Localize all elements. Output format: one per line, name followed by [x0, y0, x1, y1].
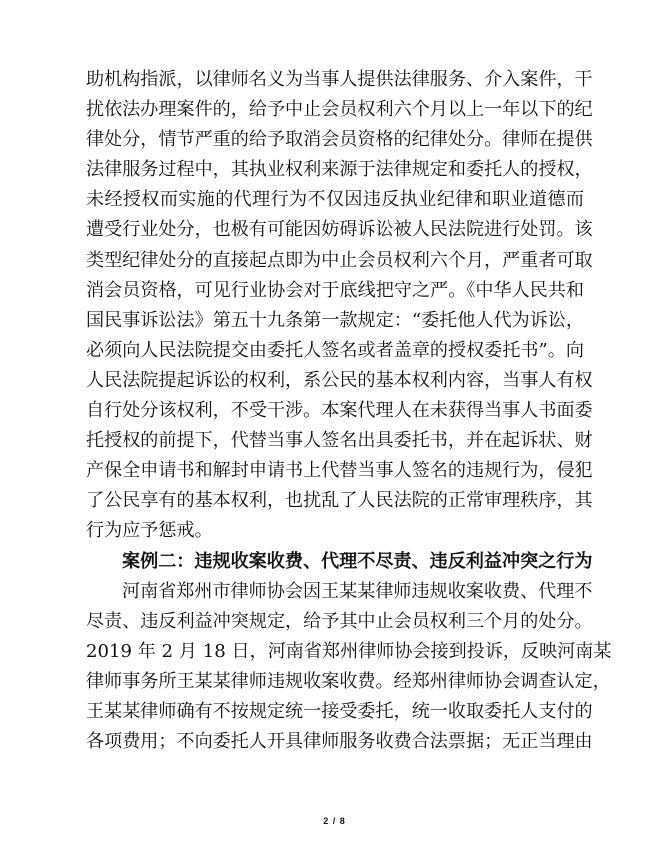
section-heading: 案例二：违规收案收费、代理不尽责、违反利益冲突之行为 — [122, 550, 593, 572]
text-line: 律处分，情节严重的给予取消会员资格的纪律处分。律师在提供 — [86, 129, 593, 151]
text-line: 遭受行业处分，也极有可能因妨碍诉讼被人民法院进行处罚。该 — [86, 219, 593, 241]
text-line: 自行处分该权利，不受干涉。本案代理人在未获得当事人书面委 — [86, 400, 593, 422]
text-line: 王某某律师确有不按规定统一接受委托，统一收取委托人支付的 — [86, 700, 593, 722]
text-line: 助机构指派，以律师名义为当事人提供法律服务、介入案件，干 — [86, 69, 593, 90]
paragraph-1 — [86, 65, 593, 547]
text-line: 法律服务过程中，其执业权利来源于法律规定和委托人的授权， — [86, 159, 593, 181]
text-line: 2019 年 2 月 18 日，河南省郑州律师协会接到投诉，反映河南某 — [86, 640, 612, 662]
text-line: 律师事务所王某某律师违规收案收费。经郑州律师协会调查认定， — [86, 670, 611, 692]
text-line: 消会员资格，可见行业协会对于底线把守之严。《中华人民共和 — [86, 279, 584, 301]
text-line: 类型纪律处分的直接起点即为中止会员权利六个月，严重者可取 — [86, 249, 593, 271]
text-line: 产保全申请书和解封申请书上代替当事人签名的违规行为，侵犯 — [86, 460, 593, 482]
page-number: 2 / 8 — [323, 816, 346, 826]
document-body — [86, 65, 612, 757]
text-line: 扰依法办理案件的，给予中止会员权利六个月以上一年以下的纪 — [86, 99, 593, 121]
text-line: 各项费用；不向委托人开具律师服务收费合法票据；无正当理由 — [86, 731, 593, 753]
text-line: 托授权的前提下，代替当事人签名出具委托书，并在起诉状、财 — [86, 430, 593, 452]
text-line: 国民事诉讼法》第五十九条第一款规定：“委托他人代为诉讼， — [86, 309, 584, 331]
text-line: 行为应予惩戒。 — [86, 520, 213, 542]
paragraph-2 — [86, 577, 612, 758]
text-line: 未经授权而实施的代理行为不仅因违反执业纪律和职业道德而 — [86, 189, 584, 211]
text-line: 河南省郑州市律师协会因王某某律师违规收案收费、代理不 — [122, 580, 593, 602]
text-line: 人民法院提起诉讼的权利，系公民的基本权利内容，当事人有权 — [86, 369, 593, 391]
text-line: 必须向人民法院提交由委托人签名或者盖章的授权委托书”。向 — [86, 339, 584, 361]
text-line: 尽责、违反利益冲突规定，给予其中止会员权利三个月的处分。 — [86, 610, 593, 632]
text-line: 了公民享有的基本权利，也扰乱了人民法院的正常审理秩序，其 — [86, 490, 593, 512]
